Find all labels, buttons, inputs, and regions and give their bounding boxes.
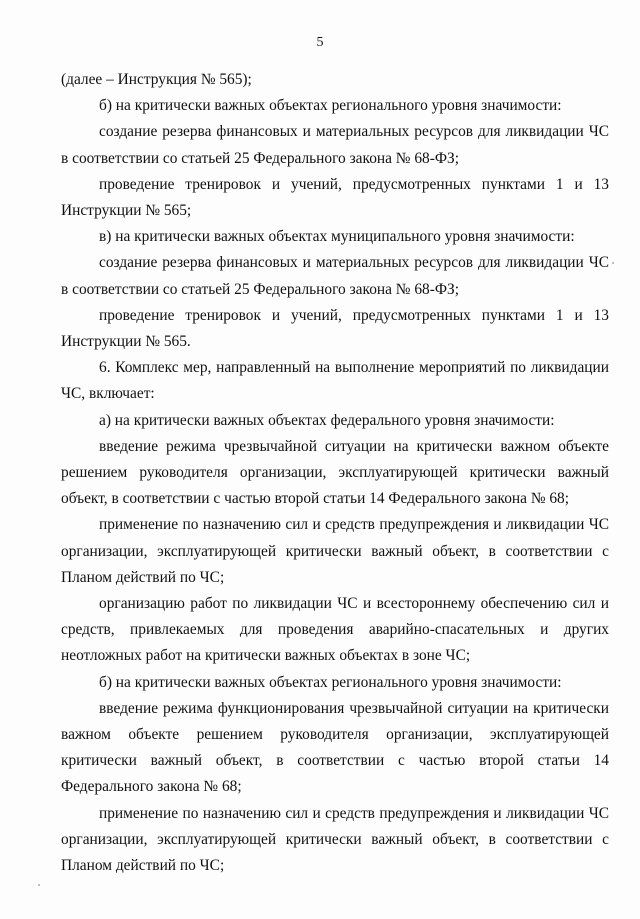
paragraph: б) на критически важных объектах регионального уровня значимости:: [99, 97, 562, 115]
paragraph: а) на критически важных объектах федерального уровня значимости:: [99, 411, 555, 429]
paragraph: 6. Комплекс мер, направленный на выполнение мероприятий по ликвидации ЧС, включает:: [61, 359, 609, 403]
paragraph: в) на критически важных объектах муниципального уровня значимости:: [99, 228, 575, 246]
paragraph: применение по назначению сил и средств предупреждения и ликвидации ЧС организации, эксплуатирующей критически важный объект, в соответствии с Планом действий по ЧС;: [61, 516, 609, 586]
scan-speck: [612, 262, 614, 264]
paragraph: создание резерва финансовых и материальных ресурсов для ликвидации ЧС в соответствии со статьей 25 Федерального закона № 68-ФЗ;: [61, 254, 609, 298]
page-number: 5: [316, 35, 324, 50]
paragraph: введение режима чрезвычайной ситуации на критически важном объекте решением руководителя организации, эксплуатирующей критически важный объект, в соответствии с частью второй статьи 14 Федерального закона № 68;: [61, 437, 609, 508]
paragraph: проведение тренировок и учений, предусмотренных пунктами 1 и 13 Инструкции № 565;: [61, 175, 609, 220]
paragraph: проведение тренировок и учений, предусмотренных пунктами 1 и 13 Инструкции № 565.: [61, 306, 609, 351]
paragraph: применение по назначению сил и средств предупреждения и ликвидации ЧС организации, эксплуатирующей критически важный объект, в соответствии с Планом действий по ЧС;: [61, 804, 609, 875]
scan-speck: [38, 884, 40, 886]
paragraph: организацию работ по ликвидации ЧС и всестороннему обеспечению сил и средств, привлекаемых для проведения аварийно-спасательных и других неотложных работ на критически важных объектах в зоне ЧС;: [61, 595, 609, 665]
paragraph: введение режима функционирования чрезвычайной ситуации на критически важном объекте решением руководителя организации, эксплуатирующей критически важный объект, в соответствии с частью второй статьи 14 Федерального закона № 68;: [61, 699, 609, 796]
paragraph: б) на критически важных объектах регионального уровня значимости:: [99, 673, 562, 691]
document-body: [61, 67, 609, 879]
paragraph: (далее – Инструкция № 565);: [61, 71, 252, 88]
paragraph: создание резерва финансовых и материальных ресурсов для ликвидации ЧС в соответствии со статьей 25 Федерального закона № 68-ФЗ;: [61, 123, 609, 167]
